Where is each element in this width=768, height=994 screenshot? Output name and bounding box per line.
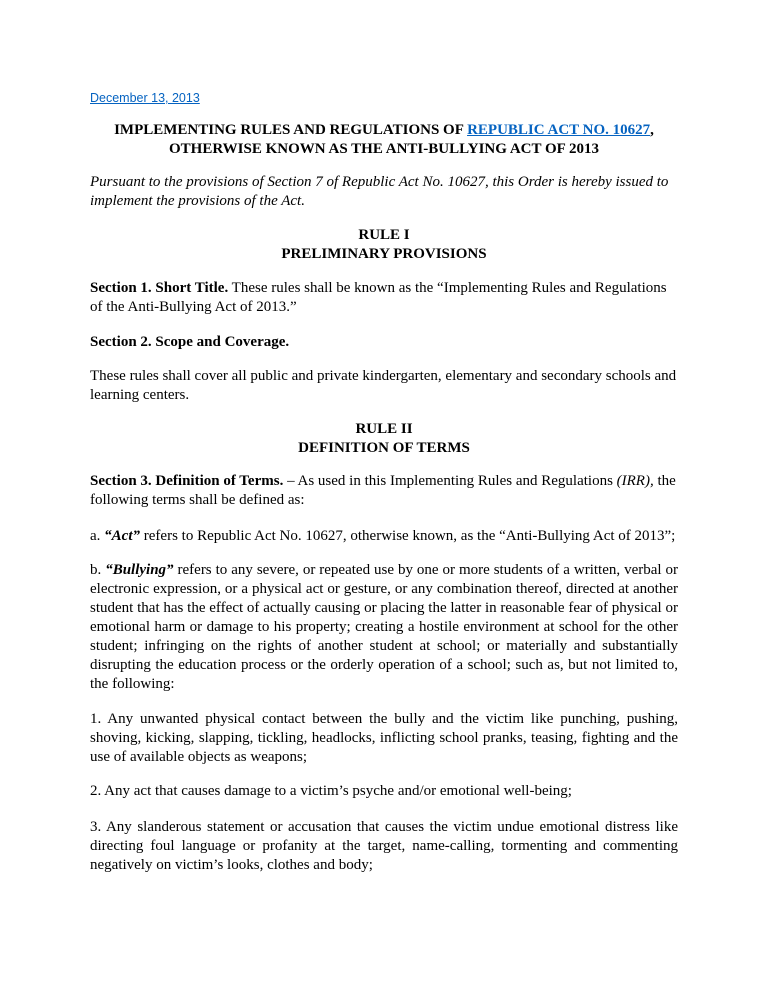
rule-1-subtitle: PRELIMINARY PROVISIONS — [281, 246, 487, 262]
section-1-heading: Section 1. Short Title. — [90, 280, 229, 296]
section-3-text-a: – As used in this Implementing Rules and Regulations — [283, 473, 617, 489]
section-3-irr: (IRR), — [616, 473, 654, 489]
rule-2-heading — [90, 420, 678, 458]
title-prefix: IMPLEMENTING RULES AND REGULATIONS OF — [114, 122, 468, 138]
section-2-heading-text: Section 2. Scope and Coverage. — [90, 334, 290, 350]
preamble: Pursuant to the provisions of Section 7 of Republic Act No. 10627, this Order is hereby issued to implement the provisions of the Act. — [90, 174, 669, 209]
list-item: 1. Any unwanted physical contact between the bully and the victim like punching, pushing, shoving, kicking, slapping, tickling, headlocks, inflicting school pranks, teasing, fighting and the use of available objects as weapons; — [90, 711, 678, 765]
rule-1-heading — [90, 226, 678, 264]
section-2-text: These rules shall cover all public and private kindergarten, elementary and secondary schools and learning centers. — [90, 368, 677, 403]
republic-act-link[interactable]: REPUBLIC ACT NO. 10627 — [467, 122, 651, 138]
section-1 — [90, 279, 678, 317]
section-3-heading: Section 3. Definition of Terms. — [90, 473, 284, 489]
document-title — [90, 121, 678, 159]
rule-2-subtitle: DEFINITION OF TERMS — [298, 440, 470, 456]
definition-b-label: b. — [90, 562, 106, 578]
definition-a — [90, 527, 678, 546]
rule-2-title: RULE II — [355, 421, 413, 437]
section-3 — [90, 472, 678, 510]
definition-b-text: refers to any severe, or repeated use by one or more students of a written, verbal or electronic expression, or a physical act or gesture, or any combination thereof, directed at another student that has the effect of actually causing or placing the latter in reasonable fear of physical or emotional harm or damage to his property; creating a hostile environment at school for the other student; infringing on the rights of another student at school; or materially and substantially disrupting the education process or the orderly operation of a school; such as, but not limited to, the following: — [90, 562, 678, 692]
section-1-text: These rules shall be known as the “Implementing Rules and Regulations of the Anti-Bullying Act of 2013.” — [90, 280, 667, 315]
date-link[interactable]: December 13, 2013 — [90, 91, 200, 105]
list-item: 3. Any slanderous statement or accusation that causes the victim undue emotional distress like directing foul language or profanity at the target, name-calling, tormenting and commenting negatively on victim’s looks, clothes and body; — [90, 819, 678, 873]
section-3-text-b: the following terms shall be defined as: — [90, 473, 676, 508]
title-suffix: , — [650, 122, 654, 138]
list-item: 2. Any act that causes damage to a victim’s psyche and/or emotional well-being; — [90, 783, 572, 799]
definition-a-label: a. — [90, 528, 105, 544]
definition-a-term: “Act” — [104, 528, 141, 544]
definition-a-text: refers to Republic Act No. 10627, otherwise known, as the “Anti-Bullying Act of 2013”; — [140, 528, 676, 544]
rule-1-title: RULE I — [358, 227, 410, 243]
definition-b-term: “Bullying” — [105, 562, 174, 578]
section-2-heading — [90, 333, 678, 352]
definition-b — [90, 561, 678, 694]
title-line2: OTHERWISE KNOWN AS THE ANTI-BULLYING ACT OF 2013 — [169, 141, 599, 157]
